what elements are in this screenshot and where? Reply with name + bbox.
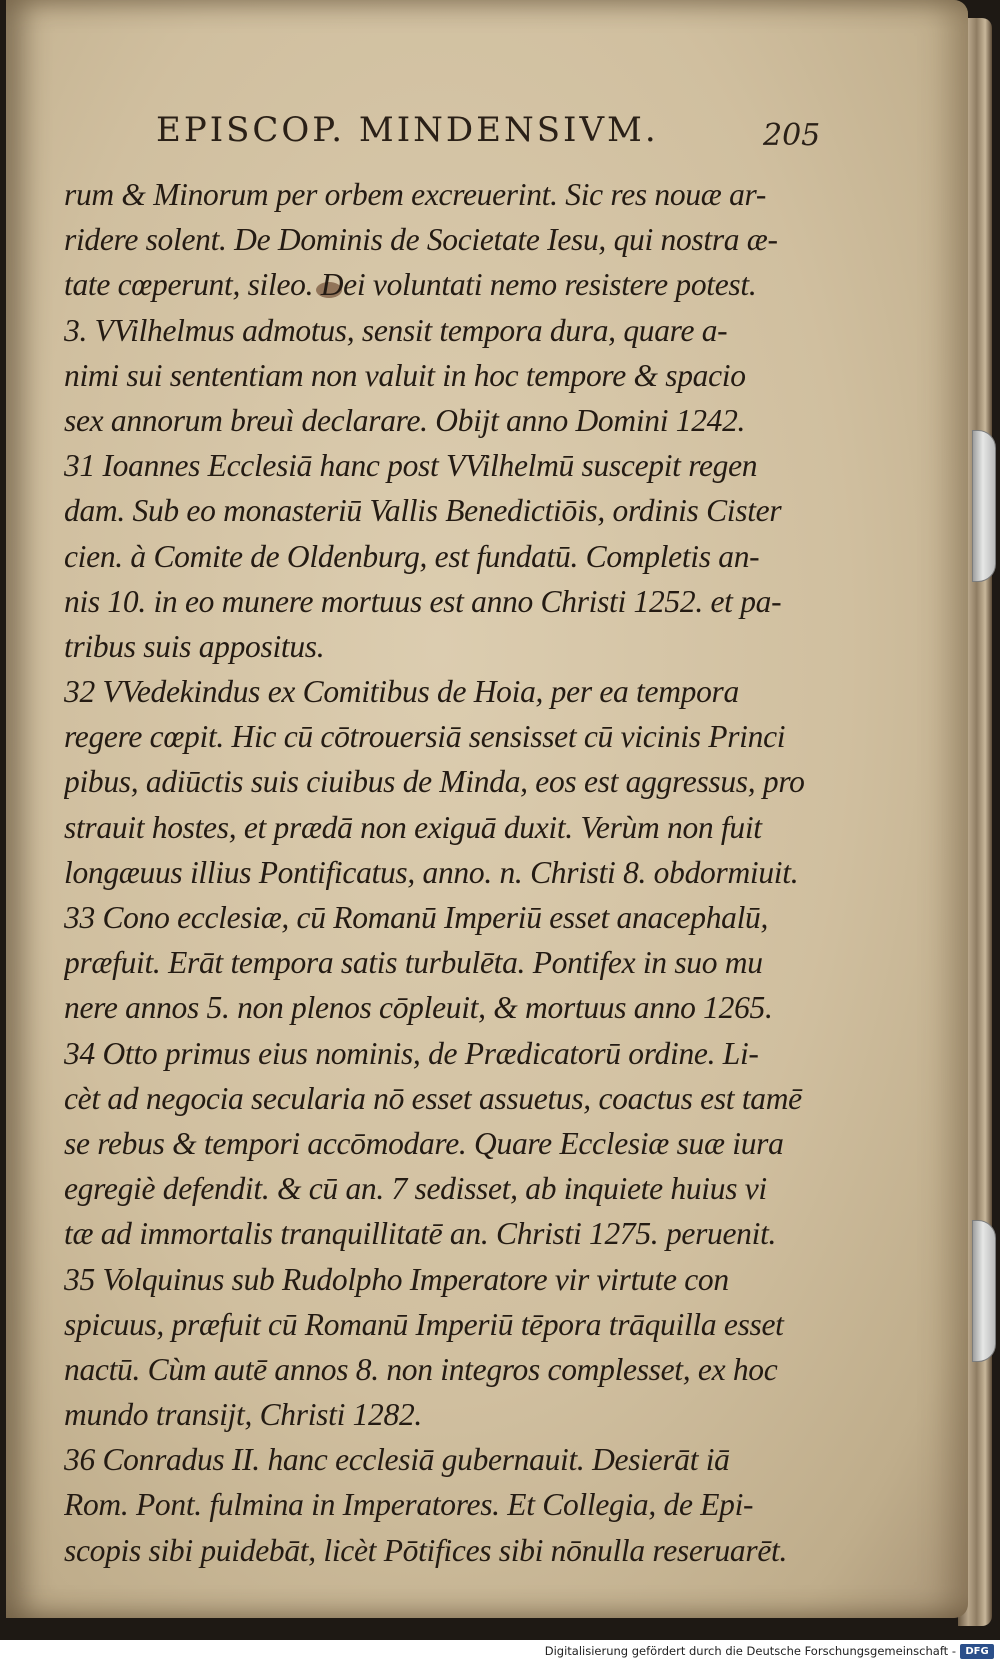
text-line: Rom. Pont. fulmina in Imperatores. Et Collegia, de Epi- xyxy=(64,1487,754,1523)
text-line: dam. Sub eo monasteriū Vallis Benedictiōis, ordinis Cister xyxy=(64,493,782,529)
text-line: 31 Ioannes Ecclesiā hanc post VVilhelmū suscepit regen xyxy=(64,448,758,484)
book-page xyxy=(6,0,968,1618)
text-line: scopis sibi puidebāt, licèt Pōtifices sibi nōnulla reseruarēt. xyxy=(64,1532,788,1568)
text-line: strauit hostes, et prædā non exiguā duxit. Verùm non fuit xyxy=(64,809,762,845)
page-clip xyxy=(972,1220,996,1362)
text-line: se rebus & tempori accōmodare. Quare Ecclesiæ suæ iura xyxy=(64,1125,784,1161)
text-line: mundo transijt, Christi 1282. xyxy=(64,1397,422,1433)
text-line: nactū. Cùm autē annos 8. non integros complesset, ex hoc xyxy=(64,1351,778,1387)
text-line: tæ ad immortalis tranquillitatē an. Christi 1275. peruenit. xyxy=(64,1216,777,1252)
footer-bar xyxy=(0,1640,1000,1664)
text-line: longæuus illius Pontificatus, anno. n. Christi 8. obdormiuit. xyxy=(64,854,799,890)
text-line: egregiè defendit. & cū an. 7 sedisset, ab inquiete huius vi xyxy=(64,1171,767,1207)
text-line: nere annos 5. non plenos cōpleuit, & mortuus anno 1265. xyxy=(64,990,773,1026)
text-line: nis 10. in eo munere mortuus est anno Christi 1252. et pa- xyxy=(64,583,782,619)
text-line: præfuit. Erāt tempora satis turbulēta. Pontifex in suo mu xyxy=(64,945,763,981)
text-line: cien. à Comite de Oldenburg, est fundatū. Completis an- xyxy=(64,538,760,574)
page-number: 205 xyxy=(763,118,821,153)
text-line: sex annorum breuì declarare. Obijt anno Domini 1242. xyxy=(64,402,746,438)
funding-credit: Digitalisierung gefördert durch die Deutsche Forschungsgemeinschaft - xyxy=(544,1644,956,1658)
text-line: regere cœpit. Hic cū cōtrouersiā sensisset cū vicinis Princi xyxy=(64,719,786,755)
text-line: rum & Minorum per orbem excreuerint. Sic res nouæ ar- xyxy=(64,177,767,212)
text-line: 34 Otto primus eius nominis, de Prædicatorū ordine. Li- xyxy=(64,1035,759,1071)
text-line: nimi sui sententiam non valuit in hoc tempore & spacio xyxy=(64,357,746,393)
page-clip xyxy=(972,430,996,582)
text-line: 36 Conradus II. hanc ecclesiā gubernauit. Desierāt iā xyxy=(64,1442,730,1478)
text-line: 32 VVedekindus ex Comitibus de Hoia, per ea tempora xyxy=(64,674,739,710)
text-line: cèt ad negocia secularia nō esset assuetus, coactus est tamē xyxy=(64,1080,802,1116)
text-line: 35 Volquinus sub Rudolpho Imperatore vir virtute con xyxy=(64,1261,729,1297)
running-header: EPISCOP. MINDENSIVM. xyxy=(156,110,659,150)
text-line: pibus, adiūctis suis ciuibus de Minda, eos est aggressus, pro xyxy=(64,764,805,800)
text-line: tribus suis appositus. xyxy=(64,628,325,664)
text-line: 33 Cono ecclesiæ, cū Romanū Imperiū esset anacephalū, xyxy=(64,900,769,935)
dfg-logo-icon: DFG xyxy=(960,1644,994,1659)
text-line: 3. VVilhelmus admotus, sensit tempora dura, quare a- xyxy=(64,312,728,348)
body-text xyxy=(64,172,824,1573)
text-line: tate cœperunt, sileo. Dei voluntati nemo resistere potest. xyxy=(64,267,757,303)
text-line: spicuus, præfuit cū Romanū Imperiū tēpora trāquilla esset xyxy=(64,1306,784,1342)
text-line: ridere solent. De Dominis de Societate Iesu, qui nostra æ- xyxy=(64,222,778,258)
